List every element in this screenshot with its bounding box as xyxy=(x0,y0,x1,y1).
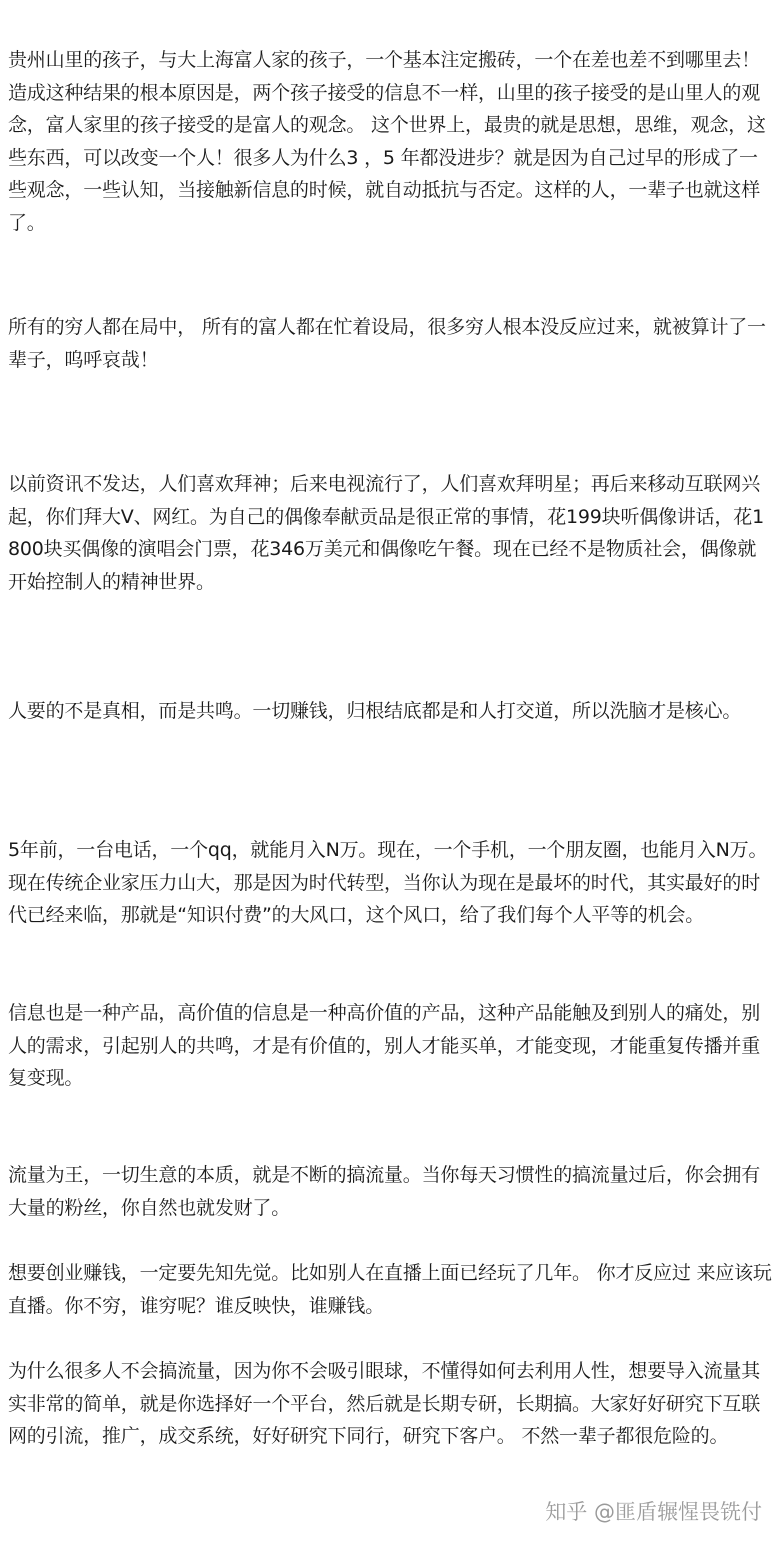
paragraph-2: 所有的穷人都在局中， 所有的富人都在忙着设局，很多穷人根本没反应过来，就被算计了一辈子，呜呼哀哉！ xyxy=(8,316,766,371)
paragraph-4: 人要的不是真相，而是共鸣。一切赚钱，归根结底都是和人打交道，所以洗脑才是核心。 xyxy=(8,700,742,722)
watermark: 知乎 @匪盾辗惺畏铣付 xyxy=(545,1500,762,1524)
paragraph-5: 5年前，一台电话，一个qq，就能月入N万。现在，一个手机，一个朋友圈，也能月入N万。现在传统企业家压力山大，那是因为时代转型，当你认为现在是最坏的时代，其实最好的时代已经来临，那就是“知识付费”的大风口，这个风口，给了我们每个人平等的机会。 xyxy=(8,839,768,926)
paragraph-6: 信息也是一种产品，高价值的信息是一种高价值的产品，这种产品能触及到别人的痛处，别人的需求，引起别人的共鸣，才是有价值的，别人才能买单，才能变现，才能重复传播并重复变现。 xyxy=(8,1002,761,1089)
paragraph-8: 想要创业赚钱，一定要先知先觉。比如别人在直播上面已经玩了几年。 你才反应过 来应该玩直播。你不穷，谁穷呢？谁反映快，谁赚钱。 xyxy=(8,1262,772,1317)
paragraph-9: 为什么很多人不会搞流量，因为你不会吸引眼球，不懂得如何去利用人性，想要导入流量其实非常的简单，就是你选择好一个平台，然后就是长期专研，长期搞。大家好好研究下互联网的引流，推广，成交系统，好好研究下同行，研究下客户。 不然一辈子都很危险的。 xyxy=(8,1360,761,1447)
paragraph-7: 流量为王，一切生意的本质，就是不断的搞流量。当你每天习惯性的搞流量过后，你会拥有大量的粉丝，你自然也就发财了。 xyxy=(8,1164,761,1219)
paragraph-3: 以前资讯不发达，人们喜欢拜神；后来电视流行了，人们喜欢拜明星；再后来移动互联网兴起，你们拜大V、网红。为自己的偶像奉献贡品是很正常的事情，花199块听偶像讲话，花1800块买偶像的演唱会门票，花346万美元和偶像吃午餐。现在已经不是物质社会，偶像就开始控制人的精神世界。 xyxy=(8,473,764,593)
paragraph-1: 贵州山里的孩子，与大上海富人家的孩子，一个基本注定搬砖，一个在差也差不到哪里去！ 造成这种结果的根本原因是，两个孩子接受的信息不一样，山里的孩子接受的是山里人的观念，富人家里的孩子接受的是富人的观念。 这个世界上，最贵的就是思想，思维，观念，这些东西，可以改变一个人！很多人为什么3 ，5 年都没进步？就是因为自己过早的形成了一些观念，一些认知，当接触新信息的时候，就自动抵抗与否定。这样的人，一辈子也就这样了。 xyxy=(8,49,766,234)
